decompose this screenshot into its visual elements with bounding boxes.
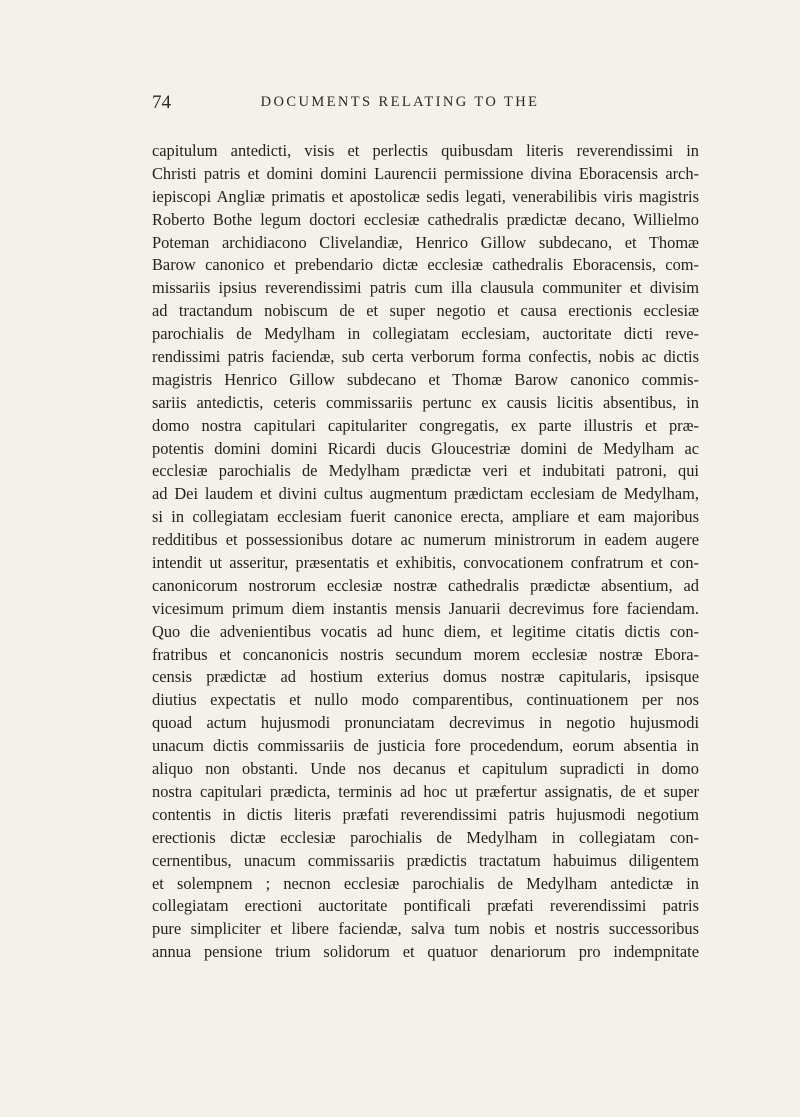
text-line: vicesimum primum diem instantis mensis Januarii decrevimus fore faciendam.: [152, 598, 699, 618]
text-line: pure simpliciter et libere faciendæ, salva tum nobis et nostris successoribus: [152, 919, 699, 939]
text-line: annua pensione trium solidorum et quatuor denariorum pro indempnitate: [152, 942, 699, 962]
text-line: unacum dictis commissariis de justicia fore procedendum, eorum absentia in: [152, 736, 699, 756]
text-line: sariis antedictis, ceteris commissariis pertunc ex causis licitis absentibus, in: [152, 392, 699, 412]
text-line: fratribus et concanonicis nostris secundum morem ecclesiæ nostræ Ebora-: [152, 644, 699, 664]
text-line: ad tractandum nobiscum de et super negotio et causa erectionis ecclesiæ: [152, 301, 699, 321]
text-line: redditibus et possessionibus dotare ac numerum ministrorum in eadem augere: [152, 530, 699, 550]
text-line: Roberto Bothe legum doctori ecclesiæ cathedralis prædictæ decano, Willielmo: [152, 209, 699, 229]
text-line: censis prædictæ ad hostium exterius domus nostræ capitularis, ipsisque: [152, 667, 699, 687]
text-line: potentis domini domini Ricardi ducis Gloucestriæ domini de Medylham ac: [152, 438, 699, 458]
text-line: collegiatam erectioni auctoritate pontificali præfati reverendissimi patris: [152, 896, 699, 916]
text-line: parochialis de Medylham in collegiatam ecclesiam, auctoritate dicti reve-: [152, 324, 699, 344]
text-line: intendit ut asseritur, præsentatis et exhibitis, convocationem confratrum et con-: [152, 553, 699, 573]
text-line: ecclesiæ parochialis de Medylham prædictæ veri et indubitati patroni, qui: [152, 461, 699, 481]
text-line: diutius expectatis et nullo modo comparentibus, continuationem per nos: [152, 690, 699, 710]
text-line: domo nostra capitulari capitulariter congregatis, ex parte illustris et præ-: [152, 415, 699, 435]
text-line: rendissimi patris faciendæ, sub certa verborum forma confectis, nobis ac dictis: [152, 347, 699, 367]
text-line: ad Dei laudem et divini cultus augmentum prædictam ecclesiam de Medylham,: [152, 484, 699, 504]
text-line: Quo die advenientibus vocatis ad hunc diem, et legitime citatis dictis con-: [152, 621, 699, 641]
text-line: nostra capitulari prædicta, terminis ad hoc ut præfertur assignatis, de et super: [152, 781, 699, 801]
running-head: DOCUMENTS RELATING TO THE: [260, 94, 540, 110]
text-line: canonicorum nostrorum ecclesiæ nostræ cathedralis prædictæ absentium, ad: [152, 575, 699, 595]
text-line: magistris Henrico Gillow subdecano et Thomæ Barow canonico commis-: [152, 369, 699, 389]
body-text: [152, 140, 699, 964]
text-line: Barow canonico et prebendario dictæ ecclesiæ cathedralis Eboracensis, com-: [152, 255, 699, 275]
text-line: Christi patris et domini domini Laurencii permissione divina Eboracensis arch-: [152, 163, 699, 183]
text-line: si in collegiatam ecclesiam fuerit canonice erecta, ampliare et eam majoribus: [152, 507, 699, 527]
text-line: erectionis dictæ ecclesiæ parochialis de Medylham in collegiatam con-: [152, 827, 699, 847]
text-line: et solempnem ; necnon ecclesiæ parochialis de Medylham antedictæ in: [152, 873, 699, 893]
page-header: [0, 92, 800, 122]
page-number: 74: [152, 92, 171, 113]
text-line: Poteman archidiacono Clivelandiæ, Henrico Gillow subdecano, et Thomæ: [152, 232, 699, 252]
text-line: missariis ipsius reverendissimi patris cum illa clausula communiter et divisim: [152, 278, 699, 298]
text-line: quoad actum hujusmodi pronunciatam decrevimus in negotio hujusmodi: [152, 713, 699, 733]
text-line: cernentibus, unacum commissariis prædictis tractatum habuimus diligentem: [152, 850, 699, 870]
text-line: contentis in dictis literis præfati reverendissimi patris hujusmodi negotium: [152, 804, 699, 824]
text-line: iepiscopi Angliæ primatis et apostolicæ sedis legati, venerabilibis viris magistris: [152, 186, 699, 206]
text-line: aliquo non obstanti. Unde nos decanus et capitulum supradicti in domo: [152, 759, 699, 779]
text-line: capitulum antedicti, visis et perlectis quibusdam literis reverendissimi in: [152, 141, 699, 160]
